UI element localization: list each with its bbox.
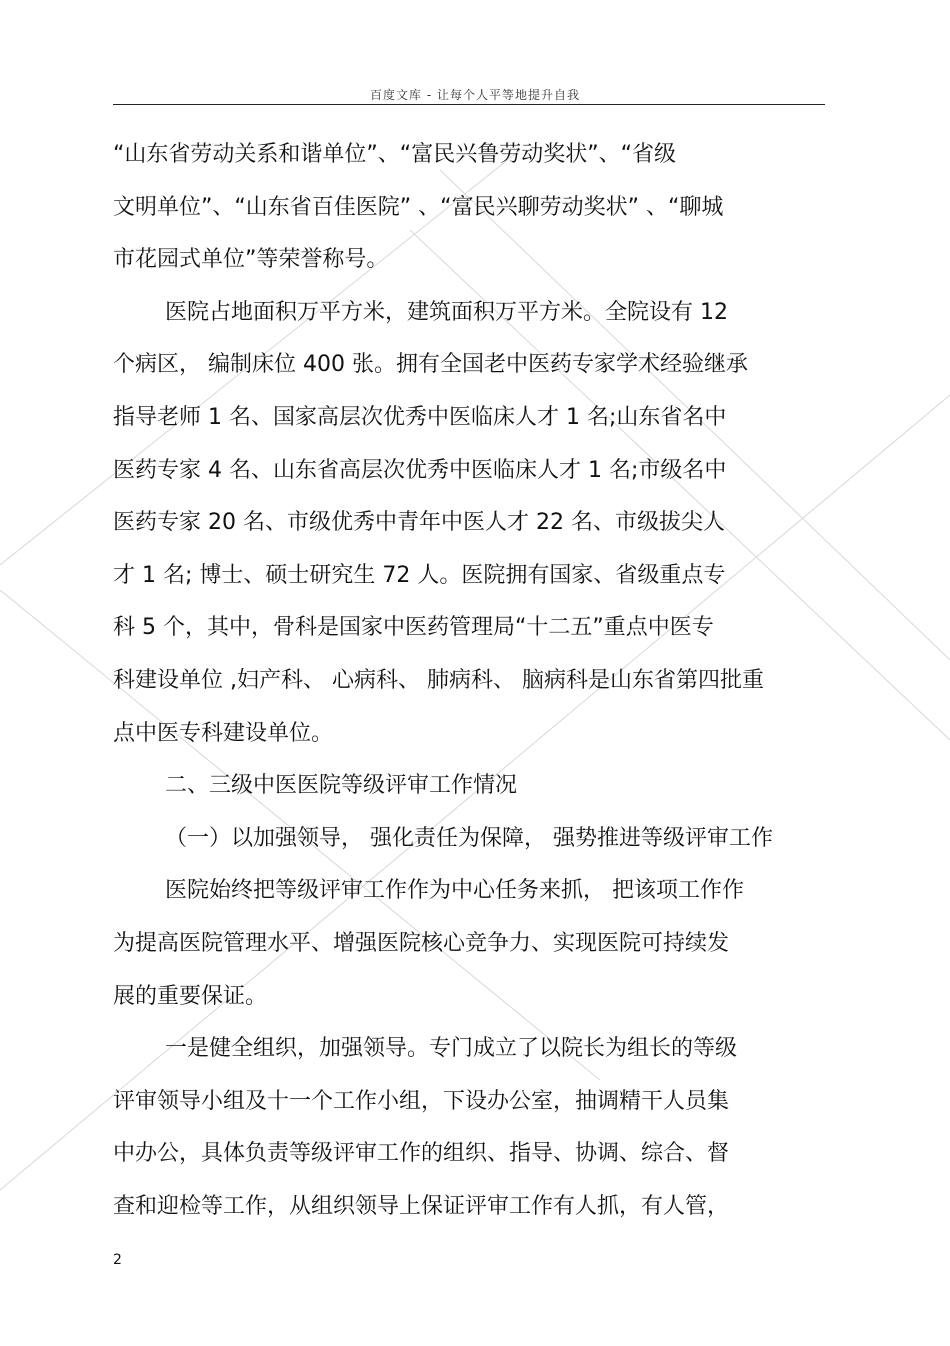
text-line: 文明单位”、“山东省百佳医院” 、“富民兴聊劳动奖状” 、“聊城	[113, 194, 724, 220]
text-line: 点中医专科建设单位。	[113, 720, 334, 746]
text-line: 中办公，具体负责等级评审工作的组织、指导、协调、综合、督	[113, 1141, 730, 1167]
text-line: 医院占地面积万平方米，建筑面积万平方米。全院设有 12	[165, 299, 728, 325]
text-line: 为提高医院管理水平、增强医院核心竞争力、实现医院可持续发	[113, 930, 730, 956]
text-line: 个病区， 编制床位 400 张。拥有全国老中医药专家学术经验继承	[113, 352, 748, 378]
text-line: 医药专家 4 名、山东省高层次优秀中医临床人才 1 名;市级名中	[113, 457, 727, 483]
text-line: 评审领导小组及十一个工作小组，下设办公室，抽调精干人员集	[113, 1088, 730, 1114]
text-line: 科 5 个，其中，骨科是国家中医药管理局“十二五”重点中医专	[113, 615, 714, 641]
text-line: 医院始终把等级评审工作作为中心任务来抓， 把该项工作作	[165, 878, 744, 904]
section-heading: 二、三级中医医院等级评审工作情况	[165, 773, 518, 799]
text-line: 科建设单位 ,妇产科、 心病科、 肺病科、 脑病科是山东省第四批重	[113, 667, 764, 693]
text-line: 查和迎检等工作，从组织领导上保证评审工作有人抓，有人管，	[113, 1193, 730, 1219]
page-number: 2	[113, 1252, 122, 1268]
text-line: 展的重要保证。	[113, 983, 268, 1009]
header-divider	[113, 104, 825, 105]
text-line: “山东省劳动关系和谐单位”、“富民兴鲁劳动奖状”、“省级	[113, 142, 676, 167]
text-line: 市花园式单位”等荣誉称号。	[113, 247, 389, 273]
text-line: 一是健全组织，加强领导。专门成立了以院长为组长的等级	[165, 1036, 738, 1062]
text-line: 医药专家 20 名、市级优秀中青年中医人才 22 名、市级拔尖人	[113, 510, 725, 536]
text-line: 指导老师 1 名、国家高层次优秀中医临床人才 1 名;山东省名中	[113, 404, 727, 430]
page-header: 百度文库 - 让每个人平等地提升自我	[370, 88, 580, 102]
text-line: 才 1 名; 博士、硕士研究生 72 人。医院拥有国家、省级重点专	[113, 562, 726, 588]
document-body	[113, 129, 825, 1233]
subsection-heading: （一）以加强领导， 强化责任为保障， 强势推进等级评审工作	[165, 825, 773, 851]
